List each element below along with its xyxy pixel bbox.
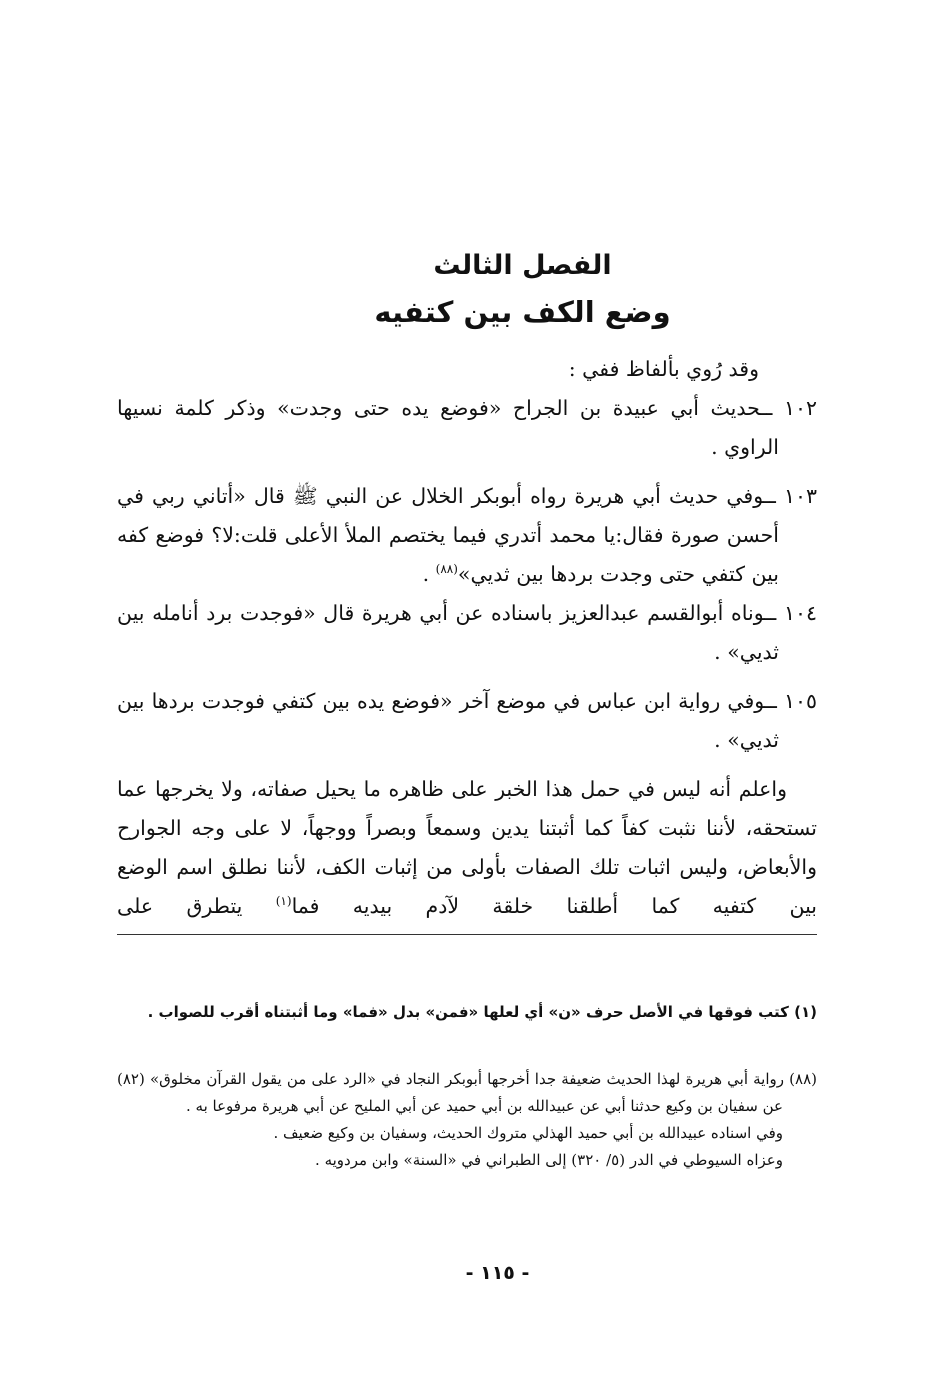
hadith-text bbox=[117, 477, 817, 594]
hadith-body: حديث أبي عبيدة بن الجراح «فوضع يده حتى وجدت» وذكر كلمة نسيها الراوي . bbox=[117, 396, 779, 459]
body-text bbox=[117, 350, 817, 935]
chapter-title: الفصل الثالث bbox=[433, 250, 612, 281]
footnote-88: (٨٨) رواية أبي هريرة لهذا الحديث ضعيفة جدا أخرجها أبوبكر النجاد في «الرد على من يقول القرآن مخلوق» (٨٢) عن سفيان بن وكيع حدثنا أبي عن عبيدالله بن أبي حميد عن أبي المليح عن أبي هريرة مرفوعا به . bbox=[117, 1070, 817, 1115]
hadith-tail: . bbox=[422, 562, 436, 586]
hadith-body: وناه أبوالقسم عبدالعزيز باسناده عن أبي هريرة قال «فوجدت برد أنامله بين ثديي» . bbox=[117, 601, 779, 664]
hadith-number: ١٠٢ ــ bbox=[760, 396, 818, 420]
hadith-text bbox=[117, 389, 817, 467]
closing-text: واعلم أنه ليس في حمل هذا الخبر على ظاهره ما يحيل صفاته، ولا يخرجها عما تستحقه، لأننا نثبت كفاً كما أثبتنا يدين وسمعاً وبصراً ووجهاً، لا على وجه الجوارح والأبعاض، وليس اثبات تلك الصفات بأولى من إثبات الكف، لأننا نطلق اسم الوضع بين كتفيه كما أطلقنا خلقة لآدم بيديه فما bbox=[117, 777, 818, 918]
editor-note: (١) كتب فوقها في الأصل حرف «ن» أي لعلها «فمن» بدل «فما» وما أثبتناه أقرب للصواب . bbox=[147, 1003, 817, 1021]
chapter-heading bbox=[0, 243, 935, 335]
chapter-subtitle: وضع الكف بين كتفيه bbox=[374, 295, 671, 329]
hadith-number: ١٠٤ ــ bbox=[764, 601, 817, 625]
intro-line: وقد رُوي بألفاظ ففي : bbox=[568, 357, 759, 381]
hadith-body: وفي حديث أبي هريرة رواه أبوبكر الخلال عن النبي ﷺ قال «أتاني ربي في أحسن صورة فقال:يا محمد أتدري فيما يختصم الملأ الأعلى قلت:لا؟ فوضع كفه بين كتفي حتى وجدت بردها بين ثديي» bbox=[117, 484, 779, 586]
hadith-body: وفي رواية ابن عباس في موضع آخر «فوضع يده بين كتفي فوجدت بردها بين ثديي» . bbox=[117, 689, 779, 752]
hadith-text bbox=[117, 594, 817, 672]
hadith-text bbox=[117, 682, 817, 760]
footnote-line: وفي اسناده عبيدالله بن أبي حميد الهذلي متروك الحديث، وسفيان بن وكيع ضعيف . bbox=[273, 1124, 783, 1142]
footnote-ref: (١) bbox=[275, 894, 292, 909]
closing-tail: يتطرق على bbox=[117, 894, 276, 918]
closing-paragraph bbox=[117, 770, 817, 926]
hadith-102 bbox=[117, 389, 817, 467]
hadith-number: ١٠٣ ــ bbox=[763, 484, 817, 508]
page-number-text: - ١١٥ - bbox=[465, 1262, 530, 1284]
text-divider bbox=[117, 934, 817, 935]
footnote-line: وعزاه السيوطي في الدر (٥/ ٣٢٠) إلى الطبراني في «السنة» وابن مردويه . bbox=[315, 1151, 783, 1169]
footnotes bbox=[117, 1066, 817, 1174]
hadith-105 bbox=[117, 682, 817, 760]
hadith-number: ١٠٥ ــ bbox=[764, 689, 817, 713]
footnote-ref: (٨٨) bbox=[435, 562, 458, 577]
page-number bbox=[0, 1262, 935, 1284]
hadith-103 bbox=[117, 477, 817, 594]
hadith-104 bbox=[117, 594, 817, 672]
